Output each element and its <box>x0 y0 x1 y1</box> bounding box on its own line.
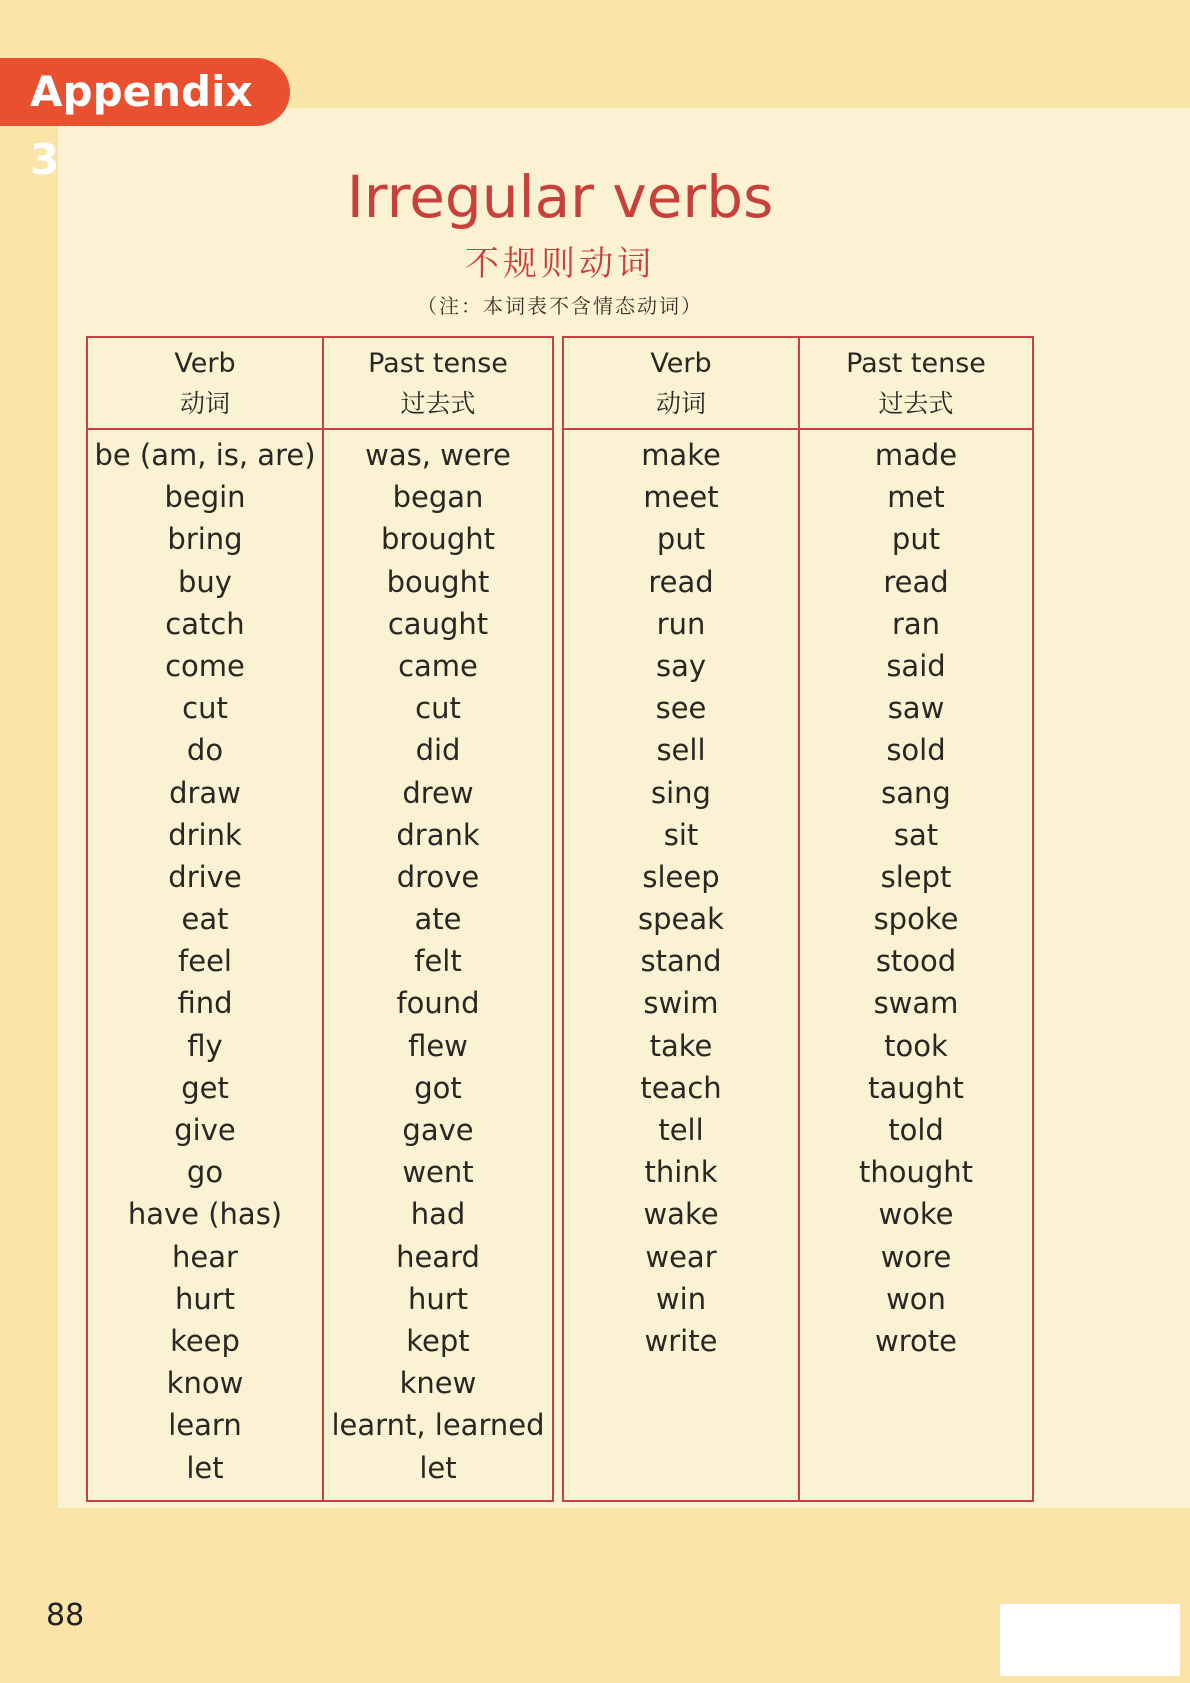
header-past-cn: 过去式 <box>878 389 954 418</box>
verb-cell: sit <box>663 817 699 852</box>
page-title: Irregular verbs <box>346 163 774 231</box>
right-past-column <box>800 434 1032 1362</box>
past-tense-cell: thought <box>858 1155 974 1190</box>
past-tense-cell: met <box>887 480 945 515</box>
past-tense-cell: gave <box>402 1113 474 1147</box>
past-tense-cell: sat <box>893 817 939 852</box>
verb-cell: meet <box>643 480 719 515</box>
verb-table-left <box>86 336 554 1502</box>
verb-cell: stand <box>640 944 722 979</box>
past-tense-cell: sold <box>886 733 946 768</box>
verb-cell: see <box>655 691 707 726</box>
right-verb-column <box>564 434 798 1362</box>
verb-cell: cut <box>182 691 228 726</box>
verb-cell: teach <box>640 1070 722 1105</box>
header-divider <box>88 428 552 430</box>
past-tense-cell: ate <box>414 902 462 937</box>
verb-cell: go <box>186 1155 224 1190</box>
left-verb-column <box>88 434 322 1489</box>
header-past-cn: 过去式 <box>400 389 476 418</box>
past-tense-cell: did <box>415 733 461 768</box>
verb-cell: tell <box>658 1113 704 1147</box>
past-tense-cell: said <box>886 648 946 683</box>
past-tense-cell: got <box>414 1070 462 1105</box>
verb-cell: buy <box>178 564 232 599</box>
page-subtitle: 不规则动词 <box>465 244 655 284</box>
header-verb-cn: 动词 <box>179 389 230 418</box>
left-past-column <box>324 434 552 1489</box>
verb-cell: know <box>166 1366 244 1401</box>
verb-cell: find <box>177 986 233 1021</box>
past-tense-cell: swam <box>873 986 959 1021</box>
past-tense-cell: kept <box>406 1323 470 1358</box>
verb-cell: draw <box>169 775 241 810</box>
verb-cell: take <box>649 1028 713 1063</box>
past-tense-cell: read <box>883 564 949 599</box>
verb-cell: be (am, is, are) <box>94 438 316 472</box>
verb-cell: catch <box>165 606 245 641</box>
verb-cell: get <box>181 1070 229 1105</box>
verb-cell: begin <box>164 480 246 515</box>
past-tense-cell: went <box>402 1155 474 1190</box>
past-tense-cell: was, were <box>365 438 511 472</box>
verb-cell: swim <box>643 986 719 1021</box>
past-tense-cell: bought <box>386 564 490 599</box>
past-tense-cell: won <box>886 1281 946 1316</box>
past-tense-cell: wore <box>880 1239 952 1274</box>
verb-cell: sell <box>656 733 706 768</box>
verb-cell: feel <box>178 944 232 979</box>
header-verb-label: Verb <box>650 348 712 379</box>
verb-cell: hurt <box>174 1281 236 1316</box>
past-tense-cell: began <box>392 480 484 515</box>
verb-cell: come <box>165 648 245 683</box>
past-tense-cell: put <box>891 522 941 557</box>
verb-cell: drive <box>168 859 242 894</box>
verb-cell: fly <box>187 1028 223 1063</box>
past-tense-cell: came <box>398 648 478 683</box>
past-tense-cell: told <box>888 1113 944 1147</box>
verb-cell: wear <box>645 1239 717 1274</box>
verb-cell: run <box>656 606 706 641</box>
header-verb <box>564 338 798 428</box>
verb-cell: think <box>644 1155 718 1190</box>
appendix-tag: Appendix 3 <box>0 58 290 126</box>
header-divider <box>564 428 1032 430</box>
past-tense-cell: knew <box>399 1366 477 1401</box>
verb-cell: read <box>648 564 714 599</box>
verb-cell: drink <box>168 817 242 852</box>
header-past-label: Past tense <box>368 348 508 379</box>
verb-cell: make <box>641 438 721 472</box>
past-tense-cell: cut <box>415 691 461 726</box>
verb-cell: wake <box>643 1197 719 1232</box>
past-tense-cell: ran <box>891 606 941 641</box>
verb-cell: give <box>174 1113 236 1147</box>
past-tense-cell: heard <box>396 1239 480 1274</box>
past-tense-cell: made <box>874 438 958 472</box>
verb-cell: eat <box>181 902 229 937</box>
past-tense-cell: saw <box>887 691 945 726</box>
past-tense-cell: drove <box>396 859 480 894</box>
verb-cell: bring <box>167 522 243 557</box>
note-text: （注：本词表不含情态动词） <box>417 294 703 318</box>
header-verb <box>88 338 322 428</box>
verb-cell: write <box>644 1323 718 1358</box>
past-tense-cell: had <box>410 1197 466 1232</box>
verb-table <box>86 336 1034 1502</box>
past-tense-cell: took <box>884 1028 948 1063</box>
corner-patch <box>1000 1604 1180 1676</box>
past-tense-cell: spoke <box>873 902 959 937</box>
past-tense-cell: hurt <box>407 1281 469 1316</box>
verb-cell: keep <box>170 1323 240 1358</box>
past-tense-cell: brought <box>381 522 495 557</box>
verb-cell: hear <box>172 1239 238 1274</box>
verb-cell: do <box>186 733 224 768</box>
past-tense-cell: woke <box>878 1197 954 1232</box>
past-tense-cell: sang <box>881 775 951 810</box>
verb-cell: let <box>186 1450 224 1485</box>
verb-cell: say <box>655 648 707 683</box>
verb-cell: sing <box>651 775 711 810</box>
past-tense-cell: found <box>396 986 480 1021</box>
header-verb-label: Verb <box>174 348 236 379</box>
past-tense-cell: let <box>419 1450 457 1485</box>
verb-cell: put <box>656 522 706 557</box>
past-tense-cell: drew <box>402 775 474 810</box>
past-tense-cell: wrote <box>875 1323 957 1358</box>
past-tense-cell: drank <box>396 817 480 852</box>
past-tense-cell: flew <box>408 1028 468 1063</box>
header-past <box>324 338 552 428</box>
past-tense-cell: taught <box>868 1070 964 1105</box>
header-past <box>800 338 1032 428</box>
verb-cell: speak <box>638 902 724 937</box>
verb-cell: learn <box>168 1408 242 1443</box>
header-past-label: Past tense <box>846 348 986 379</box>
page-number: 88 <box>46 1598 85 1633</box>
past-tense-cell: stood <box>875 944 957 979</box>
past-tense-cell: learnt, learned <box>331 1408 545 1443</box>
past-tense-cell: caught <box>387 606 489 641</box>
verb-cell: sleep <box>642 859 720 894</box>
past-tense-cell: felt <box>414 944 462 979</box>
header-verb-cn: 动词 <box>655 389 706 418</box>
verb-cell: win <box>655 1281 707 1316</box>
past-tense-cell: slept <box>880 859 952 894</box>
verb-cell: have (has) <box>127 1197 283 1232</box>
verb-table-right <box>562 336 1034 1502</box>
